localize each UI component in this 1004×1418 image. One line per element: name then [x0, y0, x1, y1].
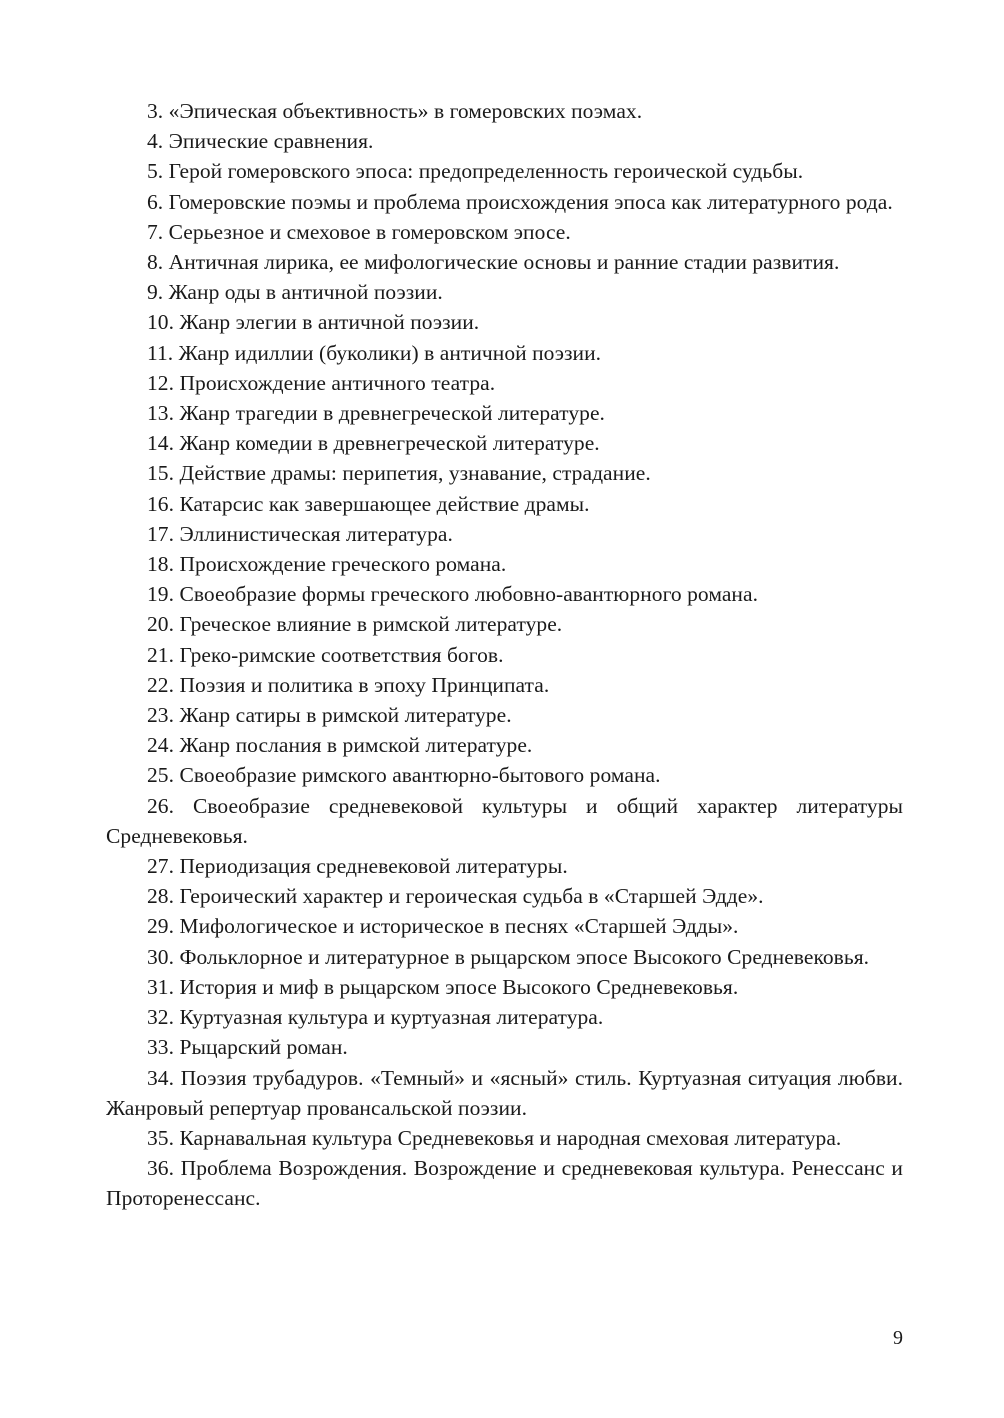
- page-number: 9: [893, 1327, 903, 1349]
- list-item: 9. Жанр оды в античной поэзии.: [147, 280, 443, 305]
- list-item: 36. Проблема Возрождения. Возрождение и средневековая культура. Ренессанс и Проторенессанс.: [106, 1156, 903, 1211]
- list-item: 14. Жанр комедии в древнегреческой литературе.: [147, 431, 600, 456]
- question-list: [106, 96, 903, 1214]
- list-item: 17. Эллинистическая литература.: [147, 521, 453, 546]
- list-item: 16. Катарсис как завершающее действие драмы.: [147, 491, 590, 516]
- list-item: 19. Своеобразие формы греческого любовно-авантюрного романа.: [147, 582, 758, 607]
- list-item: 12. Происхождение античного театра.: [147, 370, 496, 395]
- list-item: 28. Героический характер и героическая судьба в «Старшей Эдде».: [147, 884, 764, 909]
- list-item: 34. Поэзия трубадуров. «Темный» и «ясный» стиль. Куртуазная ситуация любви. Жанровый репертуар провансальской поэзии.: [106, 1065, 903, 1120]
- list-item: 30. Фольклорное и литературное в рыцарском эпосе Высокого Средневековья.: [147, 944, 870, 969]
- list-item: 5. Герой гомеровского эпоса: предопределенность героической судьбы.: [147, 159, 804, 184]
- list-item: 15. Действие драмы: перипетия, узнавание, страдание.: [147, 461, 651, 486]
- list-item: 3. «Эпическая объективность» в гомеровских поэмах.: [147, 99, 643, 123]
- list-item: 29. Мифологическое и историческое в песнях «Старшей Эдды».: [147, 914, 739, 939]
- list-item: 22. Поэзия и политика в эпоху Принципата.: [147, 672, 550, 697]
- list-item: 20. Греческое влияние в римской литературе.: [147, 612, 563, 637]
- list-item: 32. Куртуазная культура и куртуазная литература.: [147, 1005, 604, 1030]
- list-item: 8. Античная лирика, ее мифологические основы и ранние стадии развития.: [147, 250, 840, 275]
- list-item: 26. Своеобразие средневековой культуры и общий характер литературы Средневековья.: [106, 793, 903, 848]
- list-item: 23. Жанр сатиры в римской литературе.: [147, 703, 512, 728]
- list-item: 10. Жанр элегии в античной поэзии.: [147, 310, 480, 335]
- list-item: 13. Жанр трагедии в древнегреческой литературе.: [147, 401, 605, 426]
- list-item: 25. Своеобразие римского авантюрно-бытового романа.: [147, 763, 661, 788]
- list-item: 18. Происхождение греческого романа.: [147, 552, 507, 577]
- list-item: 31. История и миф в рыцарском эпосе Высокого Средневековья.: [147, 974, 739, 999]
- list-item: 33. Рыцарский роман.: [147, 1035, 348, 1060]
- list-item: 21. Греко-римские соответствия богов.: [147, 642, 504, 667]
- list-item: 6. Гомеровские поэмы и проблема происхождения эпоса как литературного рода.: [147, 189, 893, 214]
- list-item: 4. Эпические сравнения.: [147, 129, 374, 154]
- list-item: 11. Жанр идиллии (буколики) в античной поэзии.: [147, 340, 602, 365]
- list-item: 7. Серьезное и смеховое в гомеровском эпосе.: [147, 219, 571, 244]
- list-item: 27. Периодизация средневековой литературы.: [147, 854, 568, 879]
- list-item: 24. Жанр послания в римской литературе.: [147, 733, 533, 758]
- list-item: 35. Карнавальная культура Средневековья и народная смеховая литература.: [147, 1125, 842, 1150]
